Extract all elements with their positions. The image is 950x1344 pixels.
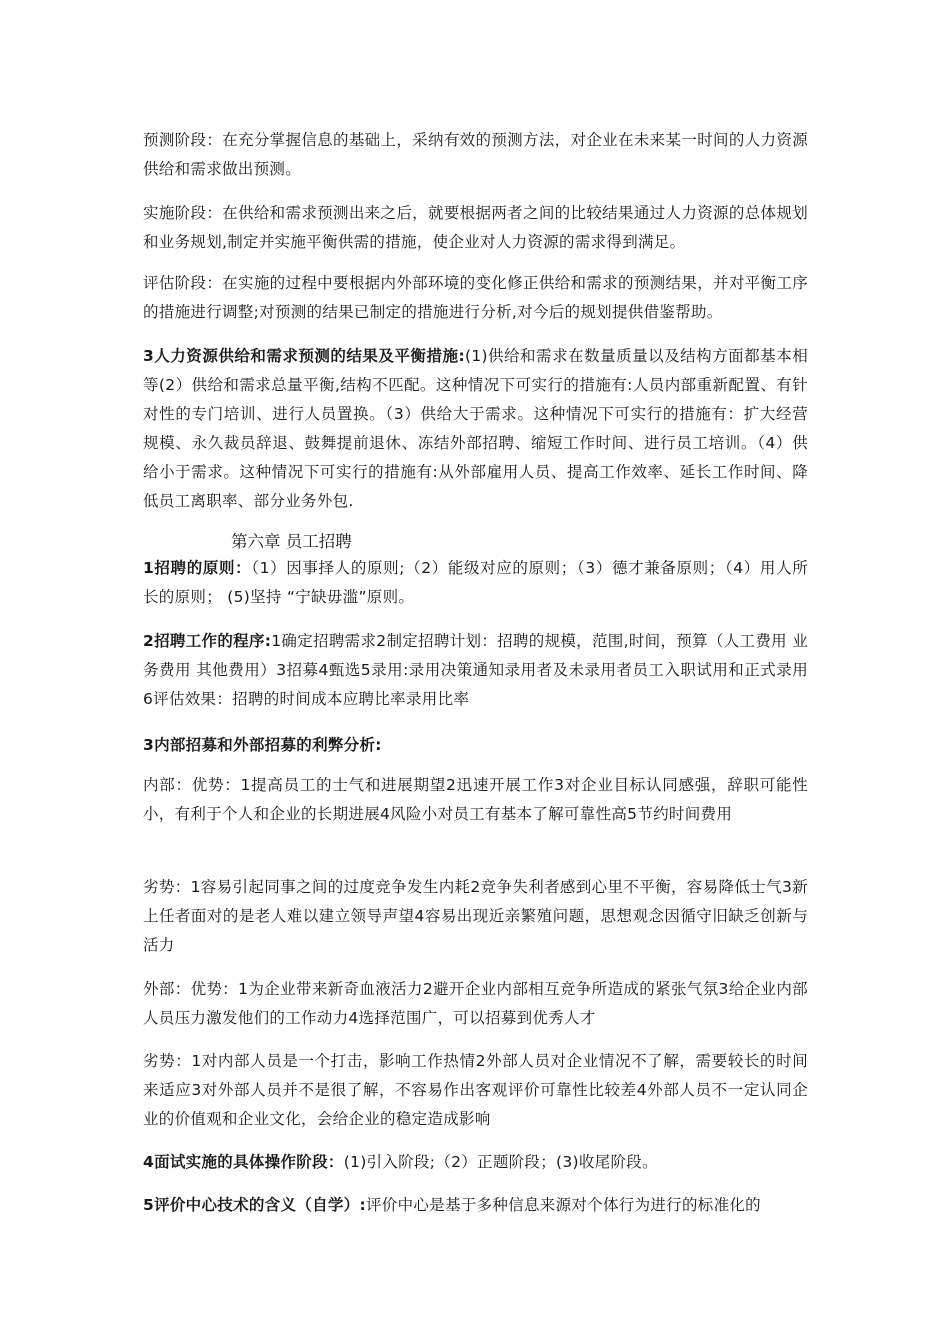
paragraph-text: 劣势：1对内部人员是一个打击，影响工作热情2外部人员对企业情况不了解，需要较长的时间来适应3对外部人员并不是很了解，不容易作出客观评价可靠性比较差4外部人员不一定认同企业的价值观和企业文化，会给企业的稳定造成影响 [143, 1052, 808, 1128]
paragraph-text: 评价中心是基于多种信息来源对个体行为进行的标准化的 [365, 1196, 761, 1214]
paragraph-recruitment-procedure [143, 627, 808, 714]
paragraph-text: 外部：优势：1为企业带来新奇血液活力2避开企业内部相互竞争所造成的紧张气氛3给企业内部人员压力激发他们的工作动力4选择范围广，可以招募到优秀人才 [143, 980, 808, 1027]
paragraph-text: (1)引入阶段;（2）正题阶段；(3)收尾阶段。 [343, 1153, 658, 1171]
paragraph-heading: 3人力资源供给和需求预测的结果及平衡措施: [143, 347, 465, 365]
paragraph-text: 评估阶段：在实施的过程中要根据内外部环境的变化修正供给和需求的预测结果，并对平衡工序的措施进行调整;对预测的结果已制定的措施进行分析,对今后的规划提供借鉴帮助。 [143, 274, 808, 321]
paragraph-forecast-stage [143, 126, 808, 184]
paragraph-heading: 3内部招募和外部招募的利弊分析: [143, 736, 382, 754]
chapter-title: 第六章 员工招聘 [231, 532, 352, 551]
paragraph-supply-demand-balance [143, 342, 808, 516]
paragraph-heading: 1招聘的原则： [143, 559, 252, 577]
paragraph-text: 内部：优势：1提高员工的士气和进展期望2迅速开展工作3对企业目标认同感强，辞职可能性小，有利于个人和企业的长期进展4风险小对员工有基本了解可靠性高5节约时间费用 [143, 776, 808, 823]
paragraph-text: 预测阶段：在充分掌握信息的基础上，采纳有效的预测方法，对企业在未来某一时间的人力资源供给和需求做出预测。 [143, 131, 808, 178]
paragraph-interview-stages [143, 1148, 808, 1177]
paragraph-heading: 5评价中心技术的含义（自学）: [143, 1196, 366, 1214]
paragraph-evaluation-stage [143, 269, 808, 327]
paragraph-recruitment-principles [143, 554, 808, 612]
paragraph-heading: 4面试实施的具体操作阶段： [143, 1153, 344, 1171]
paragraph-text: 1确定招聘需求2制定招聘计划：招聘的规模，范围,时间，预算（人工费用 业务费用 其他费用）3招募4甄选5录用:录用决策通知录用者及未录用者员工入职试用和正式录用6评估效果：招聘的时间成本应聘比率录用比率 [143, 632, 808, 708]
paragraph-text: (1)供给和需求在数量质量以及结构方面都基本相等(2）供给和需求总量平衡,结构不匹配。这种情况下可实行的措施有:人员内部重新配置、有针对性的专门培训、进行人员置换。（3）供给大于需求。这种情况下可实行的措施有：扩大经营规模、永久裁员辞退、鼓舞提前退休、冻结外部招聘、缩短工作时间、进行员工培训。（4）供给小于需求。这种情况下可实行的措施有:从外部雇用人员、提高工作效率、延长工作时间、降低员工离职率、部分业务外包. [143, 347, 808, 510]
paragraph-assessment-center [143, 1191, 808, 1220]
paragraph-external-disadvantages [143, 1047, 808, 1134]
paragraph-internal-advantages [143, 771, 808, 829]
paragraph-text: 实施阶段：在供给和需求预测出来之后，就要根据两者之间的比较结果通过人力资源的总体规划和业务规划,制定并实施平衡供需的措施，使企业对人力资源的需求得到满足。 [143, 204, 808, 251]
paragraph-internal-disadvantages [143, 873, 808, 960]
paragraph-internal-external-analysis [143, 731, 808, 760]
paragraph-heading: 2招聘工作的程序: [143, 632, 272, 650]
paragraph-implementation-stage [143, 199, 808, 257]
paragraph-external-advantages [143, 975, 808, 1033]
paragraph-text: 劣势：1容易引起同事之间的过度竞争发生内耗2竞争失利者感到心里不平衡，容易降低士气3新上任者面对的是老人难以建立领导声望4容易出现近亲繁殖问题，思想观念因循守旧缺乏创新与活力 [143, 878, 808, 954]
paragraph-text: （1）因事择人的原则;（2）能级对应的原则；（3）德才兼备原则；（4）用人所长的原则； (5)坚持 “宁缺毋滥”原则。 [143, 559, 809, 606]
